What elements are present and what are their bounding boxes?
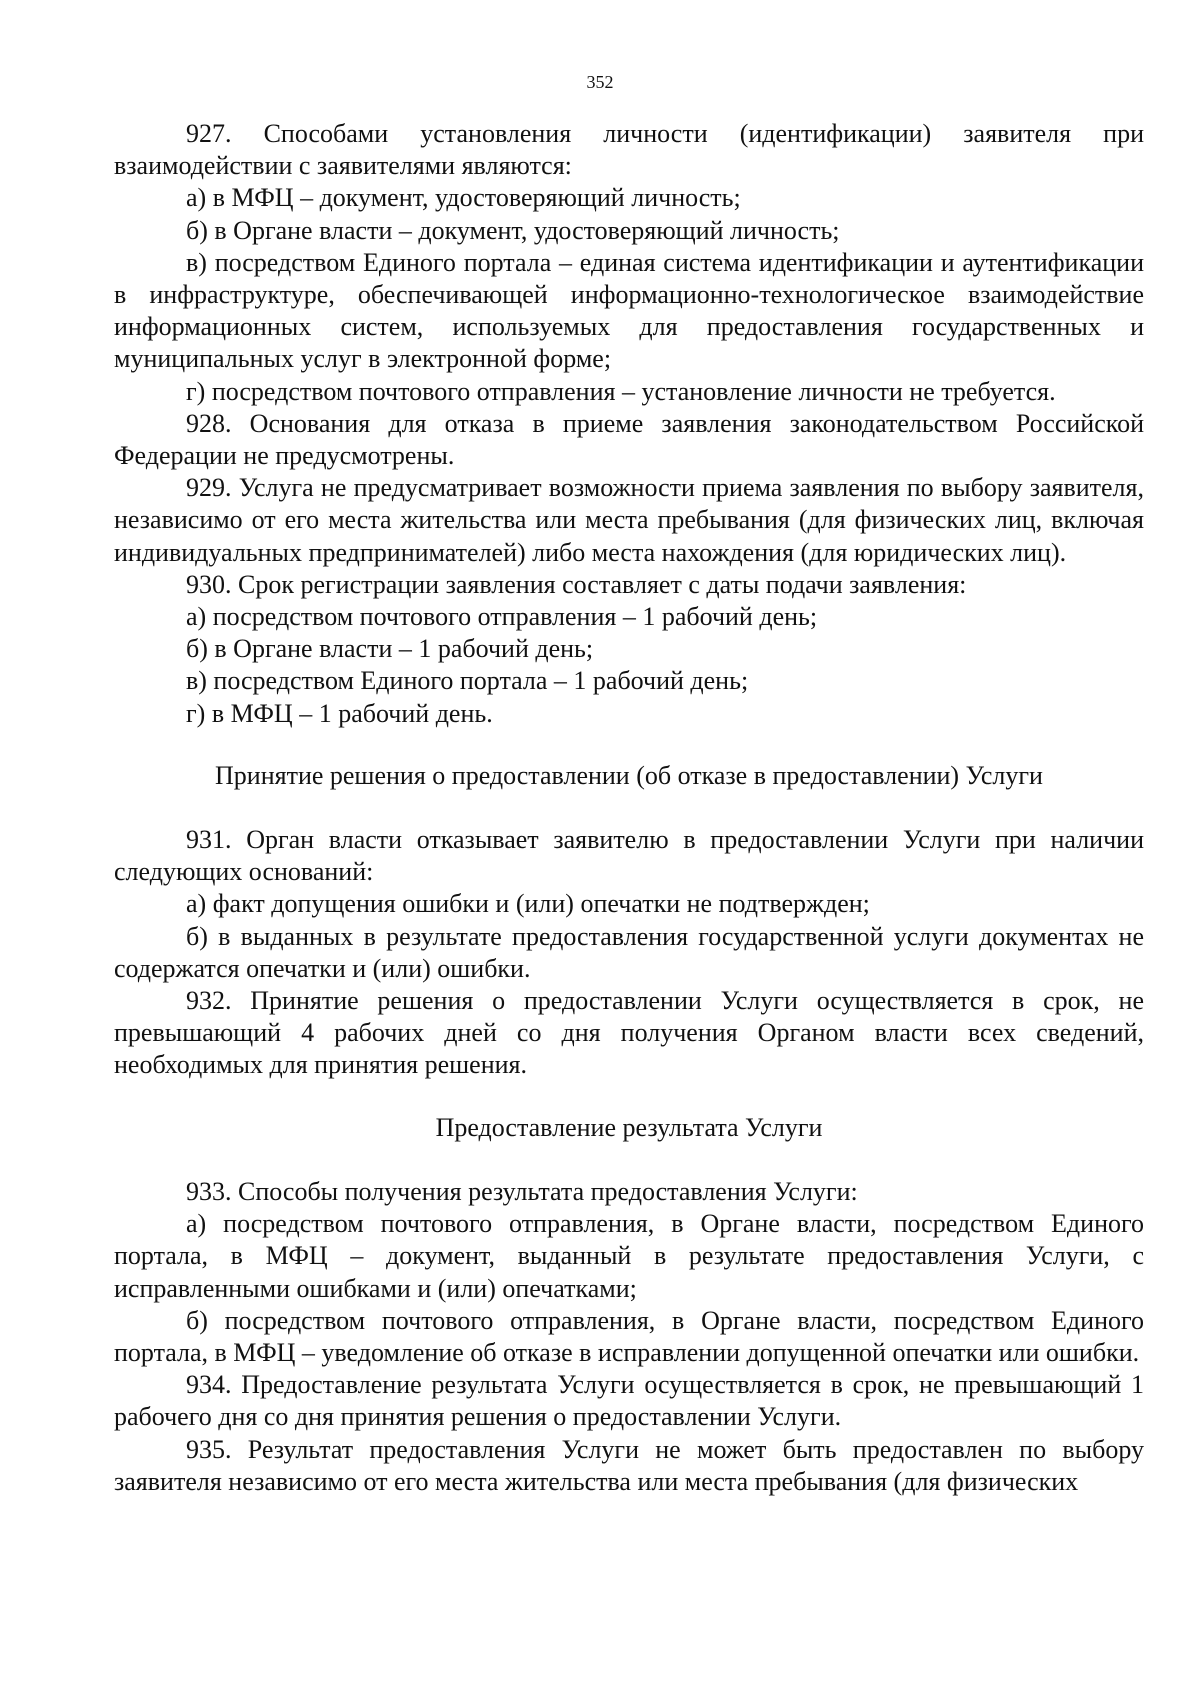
- paragraph-927: 927. Способами установления личности (идентификации) заявителя при взаимодействии с заявителями являются:: [114, 119, 1144, 181]
- subitem-930-b: б) в Органе власти – 1 рабочий день;: [186, 634, 594, 664]
- subitem-927-a: а) в МФЦ – документ, удостоверяющий личность;: [186, 183, 741, 213]
- subitem-927-v: в) посредством Единого портала – единая система идентификации и аутентификации в инфраструктуре, обеспечивающей информационно-технологическое взаимодействие информационных систем, используемых для предоставления государственных и муниципальных услуг в электронной форме;: [114, 247, 1144, 374]
- subitem-927-b: б) в Органе власти – документ, удостоверяющий личность;: [186, 215, 840, 245]
- paragraph-935: 935. Результат предоставления Услуги не может быть предоставлен по выбору заявителя независимо от его места жительства или места пребывания (для физических: [114, 1434, 1144, 1496]
- paragraph-929: 929. Услуга не предусматривает возможности приема заявления по выбору заявителя, независимо от его места жительства или места пребывания (для физических лиц, включая индивидуальных предпринимателей) либо места нахождения (для юридических лиц).: [114, 473, 1144, 567]
- subitem-931-b: б) в выданных в результате предоставления государственной услуги документах не содержатся опечатки и (или) ошибки.: [114, 921, 1144, 983]
- subitem-930-v: в) посредством Единого портала – 1 рабочий день;: [186, 666, 749, 696]
- subitem-930-g: г) в МФЦ – 1 рабочий день.: [186, 698, 493, 728]
- section-heading-decision: Принятие решения о предоставлении (об отказе в предоставлении) Услуги: [215, 760, 1043, 790]
- paragraph-934: 934. Предоставление результата Услуги осуществляется в срок, не превышающий 1 рабочего дня со дня принятия решения о предоставлении Услуги.: [114, 1370, 1144, 1432]
- paragraph-930: 930. Срок регистрации заявления составляет с даты подачи заявления:: [186, 569, 967, 599]
- section-heading-result: Предоставление результата Услуги: [435, 1112, 823, 1142]
- subitem-933-b: б) посредством почтового отправления, в Органе власти, посредством Единого портала, в МФЦ – уведомление об отказе в исправлении допущенной опечатки или ошибки.: [114, 1305, 1144, 1367]
- paragraph-928: 928. Основания для отказа в приеме заявления законодательством Российской Федерации не предусмотрены.: [114, 408, 1144, 471]
- paragraph-933: 933. Способы получения результата предоставления Услуги:: [186, 1176, 858, 1206]
- subitem-933-a: а) посредством почтового отправления, в Органе власти, посредством Единого портала, в МФЦ – документ, выданный в результате предоставления Услуги, с исправленными ошибками и (или) опечатками;: [114, 1209, 1144, 1303]
- document-body: [114, 118, 1144, 1498]
- subitem-930-a: а) посредством почтового отправления – 1 рабочий день;: [186, 602, 818, 632]
- paragraph-932: 932. Принятие решения о предоставлении Услуги осуществляется в срок, не превышающий 4 рабочих дней со дня получения Органом власти всех сведений, необходимых для принятия решения.: [114, 986, 1144, 1080]
- page-number: 352: [586, 72, 614, 92]
- subitem-931-a: а) факт допущения ошибки и (или) опечатки не подтвержден;: [186, 889, 870, 919]
- paragraph-931: 931. Орган власти отказывает заявителю в предоставлении Услуги при наличии следующих оснований:: [114, 825, 1144, 887]
- subitem-927-g: г) посредством почтового отправления – установление личности не требуется.: [186, 376, 1056, 406]
